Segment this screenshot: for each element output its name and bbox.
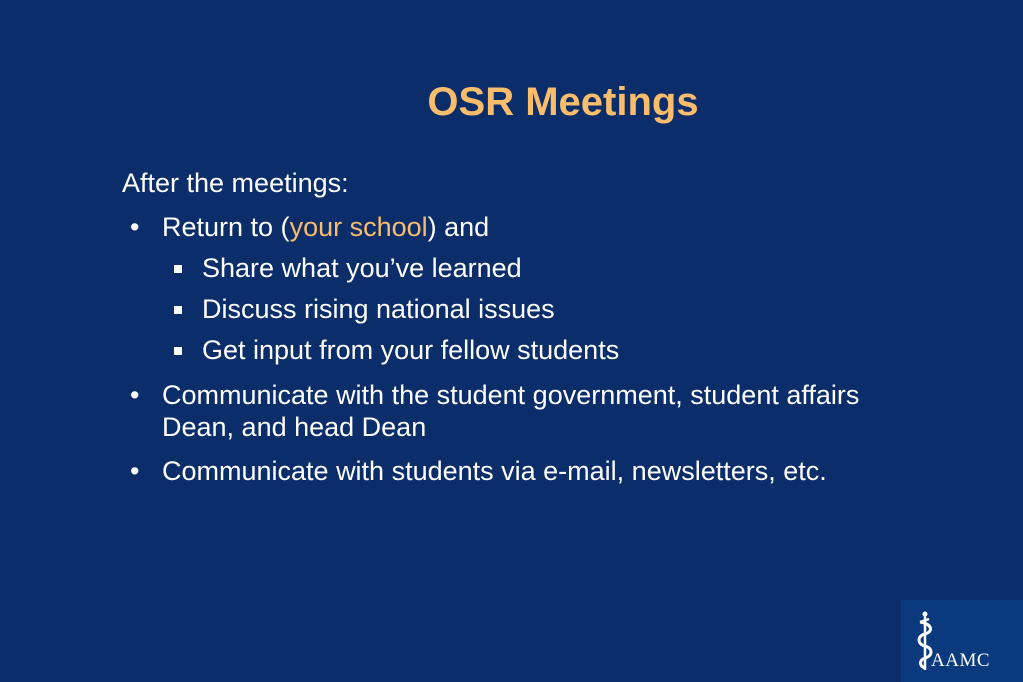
bullet-text: Communicate with students via e-mail, newsletters, etc. (162, 456, 827, 486)
square-bullet-icon (174, 265, 182, 273)
aamc-logo (901, 600, 1023, 682)
bullet-line-1: Communicate with the student government, student affairs (162, 380, 860, 410)
bullet-text-suffix: ) and (427, 212, 490, 242)
bullet-dot: • (130, 212, 140, 242)
slide-title: OSR Meetings (427, 80, 699, 124)
intro-text: After the meetings: (122, 168, 349, 198)
bullet-text (162, 379, 962, 443)
bullet-text-prefix: Return to ( (162, 212, 290, 242)
sub-bullet-text: Discuss rising national issues (202, 294, 555, 324)
bullet-dot: • (130, 456, 140, 486)
square-bullet-icon (174, 347, 182, 355)
logo-text: AAMC (931, 650, 991, 671)
bullet-line-2: Dean, and head Dean (162, 412, 427, 442)
sub-bullet-text: Share what you’ve learned (202, 253, 522, 283)
bullet-text (162, 211, 962, 243)
square-bullet-icon (174, 306, 182, 314)
highlighted-your-school: your school (289, 212, 428, 242)
bullet-dot: • (130, 380, 140, 410)
sub-bullet-text: Get input from your fellow students (202, 335, 620, 365)
